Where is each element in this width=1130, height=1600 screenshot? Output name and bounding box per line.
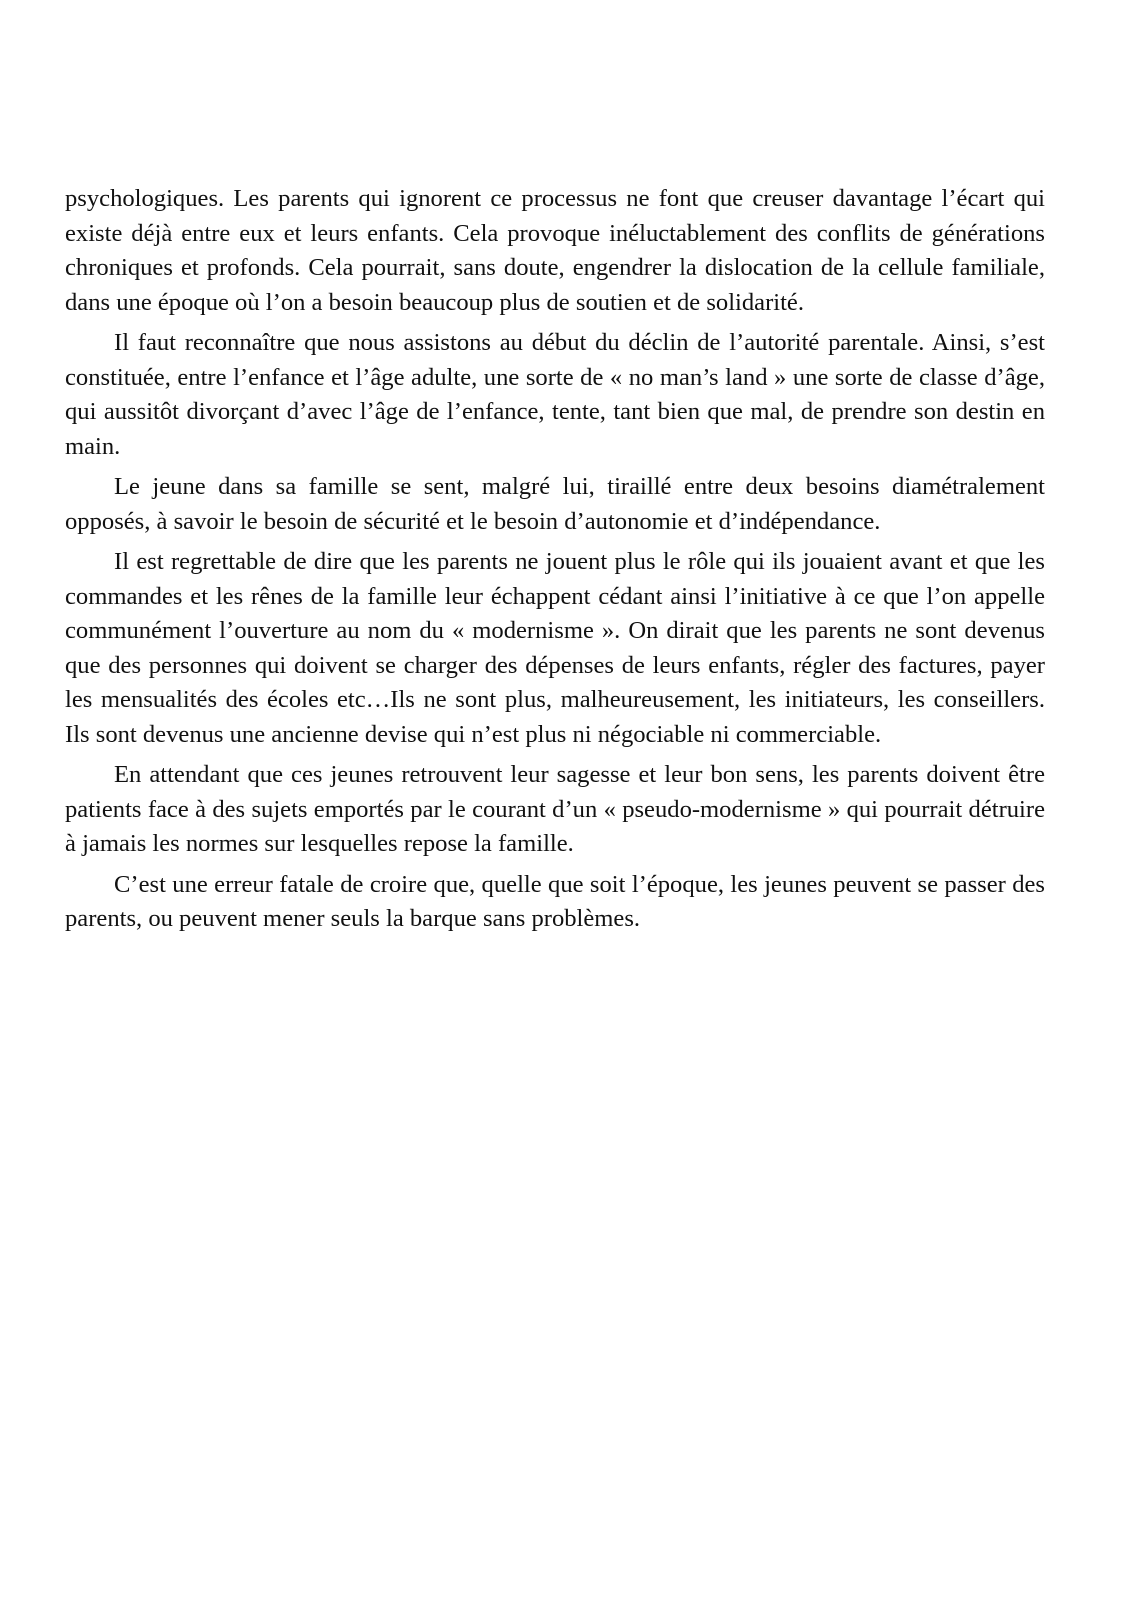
paragraph-2: Il faut reconnaître que nous assistons au début du déclin de l’autorité parentale. Ainsi, s’est constituée, entre l’enfance et l’âge adulte, une sorte de « no man’s land » une sorte de classe d’âge, qui aussitôt divorçant d’avec l’âge de l’enfance, tente, tant bien que mal, de prendre son destin en main. (65, 329, 1045, 460)
paragraph-3: Le jeune dans sa famille se sent, malgré lui, tiraillé entre deux besoins diamétralement opposés, à savoir le besoin de sécurité et le besoin d’autonomie et d’indépendance. (65, 473, 1045, 535)
paragraph-1: psychologiques. Les parents qui ignorent ce processus ne font que creuser davantage l’écart qui existe déjà entre eux et leurs enfants. Cela provoque inéluctablement des conflits de générations chroniques et profonds. Cela pourrait, sans doute, engendrer la dislocation de la cellule familiale, dans une époque où l’on a besoin beaucoup plus de soutien et de solidarité. (65, 185, 1045, 316)
paragraph-4: Il est regrettable de dire que les parents ne jouent plus le rôle qui ils jouaient avant et que les commandes et les rênes de la famille leur échappent cédant ainsi l’initiative à ce que l’on appelle communément l’ouverture au nom du « modernisme ». On dirait que les parents ne sont devenus que des personnes qui doivent se charger des dépenses de leurs enfants, régler des factures, payer les mensualités des écoles etc…Ils ne sont plus, malheureusement, les initiateurs, les conseillers. Ils sont devenus une ancienne devise qui n’est plus ni négociable ni commerciable. (65, 548, 1045, 748)
paragraph-5: En attendant que ces jeunes retrouvent leur sagesse et leur bon sens, les parents doivent être patients face à des sujets emportés par le courant d’un « pseudo-modernisme » qui pourrait détruire à jamais les normes sur lesquelles repose la famille. (65, 761, 1045, 857)
body-text (65, 182, 1045, 943)
paragraph-6: C’est une erreur fatale de croire que, quelle que soit l’époque, les jeunes peuvent se passer des parents, ou peuvent mener seuls la barque sans problèmes. (65, 870, 1045, 932)
